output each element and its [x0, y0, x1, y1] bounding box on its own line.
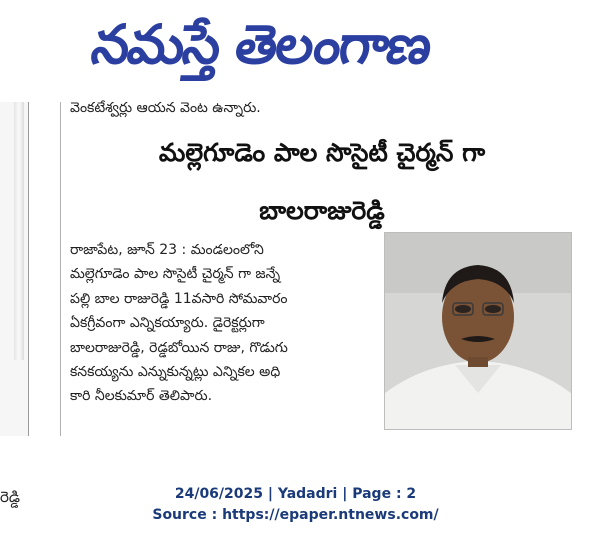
footer-source: Source : https://epaper.ntnews.com/ [152, 507, 439, 523]
adjacent-column-text: రెడ్డి [0, 488, 20, 506]
portrait-illustration [385, 233, 571, 429]
article-body-line: బాలరాజురెడ్డి, రెడ్డబోయిన రాజు, గొడుగు [70, 339, 288, 356]
adjacent-photo-edge [14, 102, 24, 360]
portrait-photo [384, 232, 572, 430]
column-divider [60, 102, 61, 436]
footer-date-edition: 24/06/2025 | Yadadri | Page : 2 [174, 486, 417, 502]
article-body-line: కారి నీలకుమార్ తెలిపారు. [70, 388, 213, 405]
newspaper-masthead: నమస్తే తెలంగాణ [87, 13, 435, 76]
article-headline-line-2: బాలరాజురెడ్డి [259, 196, 385, 225]
article-body-line: కనకయ్యను ఎన్నుకున్నట్లు ఎన్నికల అధి [70, 364, 281, 381]
article-headline-line-1: మల్లెగూడెం పాల సొసైటీ చైర్మన్ గా [158, 138, 486, 167]
article-body [70, 238, 376, 409]
article-body-line: ఏకగ్రీవంగా ఎన్నికయ్యారు. డైరెక్టర్లుగా [70, 315, 265, 332]
previous-article-last-line: వెంకటేశ్వర్లు ఆయన వెంట ఉన్నారు. [70, 100, 261, 116]
article-body-line: పల్లి బాల రాజురెడ్డి 11వసారి సోమవారం [70, 290, 288, 307]
article-body-line: మల్లెగూడెం పాల సొసైటీ చైర్మన్ గా జన్నే [70, 266, 281, 283]
article-body-line: రాజాపేట, జూన్ 23 : మండలంలోని [70, 242, 264, 258]
adjacent-column-fragment [0, 102, 29, 506]
